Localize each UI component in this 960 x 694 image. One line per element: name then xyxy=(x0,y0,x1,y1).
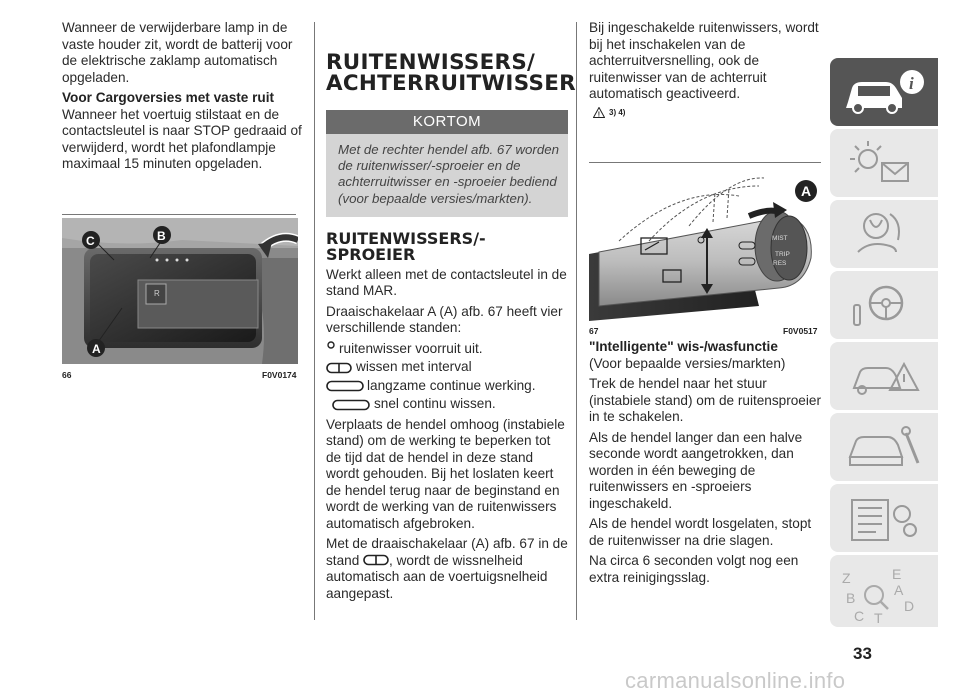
wipers-heading-line1: RUITENWISSERS/- xyxy=(326,228,486,248)
reverse-gear-paragraph: Bij ingeschakelde ruitenwissers, wordt bij het inschakelen van de achterruitversnelling, ook de ruitenwisser van de achterruit automatisch geactiveerd. xyxy=(589,20,819,101)
lever-up-paragraph: Verplaats de hendel omhoog (instabiele stand) om de werking te beperken tot de tijd dat de hendel in deze stand wordt gehouden. Bij het loslaten keert de hendel terug naar de beginstand en wordt de werking van de ruitenwissers automatisch afgebroken. xyxy=(326,416,565,531)
svg-text:B: B xyxy=(846,590,856,606)
svg-text:D: D xyxy=(904,598,915,614)
hold-lever-paragraph: Als de hendel langer dan een halve seconde wordt aangetrokken, dan worden in één beweging de ruitenwissers en -sproeiers ingeschakeld. xyxy=(589,429,803,511)
sidebar-tab-maintenance[interactable] xyxy=(830,413,938,481)
list-item: ruitenwisser voorruit uit. xyxy=(326,341,568,358)
starting-driving-icon xyxy=(830,271,938,339)
svg-text:!: ! xyxy=(597,111,601,118)
warning-lights-icon xyxy=(830,129,938,197)
fig66-label-a: A xyxy=(92,342,101,356)
figure-rule xyxy=(589,162,821,163)
svg-text:R: R xyxy=(154,289,160,298)
car-info-icon xyxy=(830,58,938,126)
section-title-line2: ACHTERRUITWISSER xyxy=(326,71,576,95)
svg-text:A: A xyxy=(894,582,904,598)
kortom-header: KORTOM xyxy=(326,110,568,134)
svg-text:T: T xyxy=(874,610,883,626)
warning-triangle-icon xyxy=(593,107,605,118)
sidebar-tab-index[interactable] xyxy=(830,565,938,627)
safety-icon xyxy=(830,200,938,268)
figure-67-number: 67 xyxy=(589,326,599,336)
wipers-positions-intro: Draaischakelaar A (A) afb. 67 heeft vier verschillende standen: xyxy=(326,303,563,336)
cargo-subheading: Voor Cargoversies met vaste ruit xyxy=(62,90,275,105)
figure-67-code: F0V0517 xyxy=(783,326,818,336)
column-divider xyxy=(314,22,315,620)
wiper-interval-icon xyxy=(363,554,389,566)
extra-wipe-paragraph: Na circa 6 seconden volgt nog een extra reinigingsslag. xyxy=(589,553,799,585)
fig66-label-b: B xyxy=(157,229,166,243)
intelligent-wash-subheading: (Voor bepaalde versies/markten) xyxy=(589,355,786,371)
sidebar-tab-emergency[interactable] xyxy=(830,342,938,410)
sidebar-tab-safety[interactable] xyxy=(830,200,938,268)
fig66-label-c: C xyxy=(86,234,95,248)
sidebar-tab-car-info[interactable] xyxy=(830,58,938,126)
svg-text:Z: Z xyxy=(842,570,851,586)
emergency-icon xyxy=(830,342,938,410)
fig67-label-a: A xyxy=(801,183,812,199)
release-lever-paragraph: Als de hendel wordt losgelaten, stopt de ruitenwisser na drie slagen. xyxy=(589,516,812,548)
sidebar-tab-technical-data[interactable] xyxy=(830,484,938,552)
figure-66-number: 66 xyxy=(62,370,72,380)
figure-67-wiper-stalk xyxy=(589,166,821,321)
stalk-label-res: RES xyxy=(773,260,787,267)
technical-data-icon xyxy=(830,484,938,552)
figure-66-interior-lamp xyxy=(62,218,298,364)
pull-lever-paragraph: Trek de hendel naar het stuur (instabiele stand) om de ruitensproeier in te schakelen. xyxy=(589,376,821,424)
svg-text:C: C xyxy=(854,608,865,624)
stalk-label-mist: MIST xyxy=(772,235,788,242)
figure-rule xyxy=(62,214,296,215)
stalk-label-trip: TRIP xyxy=(775,251,790,258)
list-item: langzame continue werking. xyxy=(326,378,568,395)
warning-references: 3) 4) xyxy=(609,107,626,117)
svg-text:i: i xyxy=(909,74,914,93)
list-item: wissen met interval xyxy=(326,359,568,376)
wiper-slow-icon xyxy=(326,380,364,392)
wiper-off-icon xyxy=(326,340,336,352)
kortom-text: Met de rechter hendel afb. 67 worden de ruitenwisser/-sproeier en de achterruitwisser en -sproeier bediend (voor bepaalde versies/markten). xyxy=(326,134,568,217)
wipers-heading-line2: SPROEIER xyxy=(326,244,416,264)
sidebar-tab-starting-driving[interactable] xyxy=(830,271,938,339)
section-title-line1: RUITENWISSERS/ xyxy=(326,50,536,74)
auto-speed-paragraph: Met de draaischakelaar (A) afb. 67 in de stand , wordt de wissnelheid automatisch aan de voertuigsnelheid aangepast. xyxy=(326,536,568,601)
intelligent-wash-heading: "Intelligente" wis-/wasfunctie xyxy=(589,339,778,354)
page-number: 33 xyxy=(853,644,872,663)
watermark: carmanualsonline.info xyxy=(625,668,846,693)
wipers-intro: Werkt alleen met de contactsleutel in de stand MAR. xyxy=(326,266,567,299)
list-item: snel continu wissen. xyxy=(332,396,568,413)
sidebar-tab-warning-lights[interactable] xyxy=(830,129,938,197)
wiper-interval-icon xyxy=(326,362,352,374)
figure-66-code: F0V0174 xyxy=(262,370,297,380)
wiper-fast-icon xyxy=(332,399,370,411)
index-icon xyxy=(830,565,938,627)
column-divider xyxy=(576,22,577,620)
intro-paragraph: Wanneer de verwijderbare lamp in de vaste houder zit, wordt de batterij voor de elektrische zaklamp automatisch opgeladen. xyxy=(62,20,293,85)
cargo-paragraph: Wanneer het voertuig stilstaat en de contactsleutel is naar STOP gedraaid of verwijderd, wordt het plafondlampje maximaal 15 minuten opgeladen. xyxy=(62,106,302,171)
svg-text:E: E xyxy=(892,566,902,582)
maintenance-icon xyxy=(830,413,938,481)
